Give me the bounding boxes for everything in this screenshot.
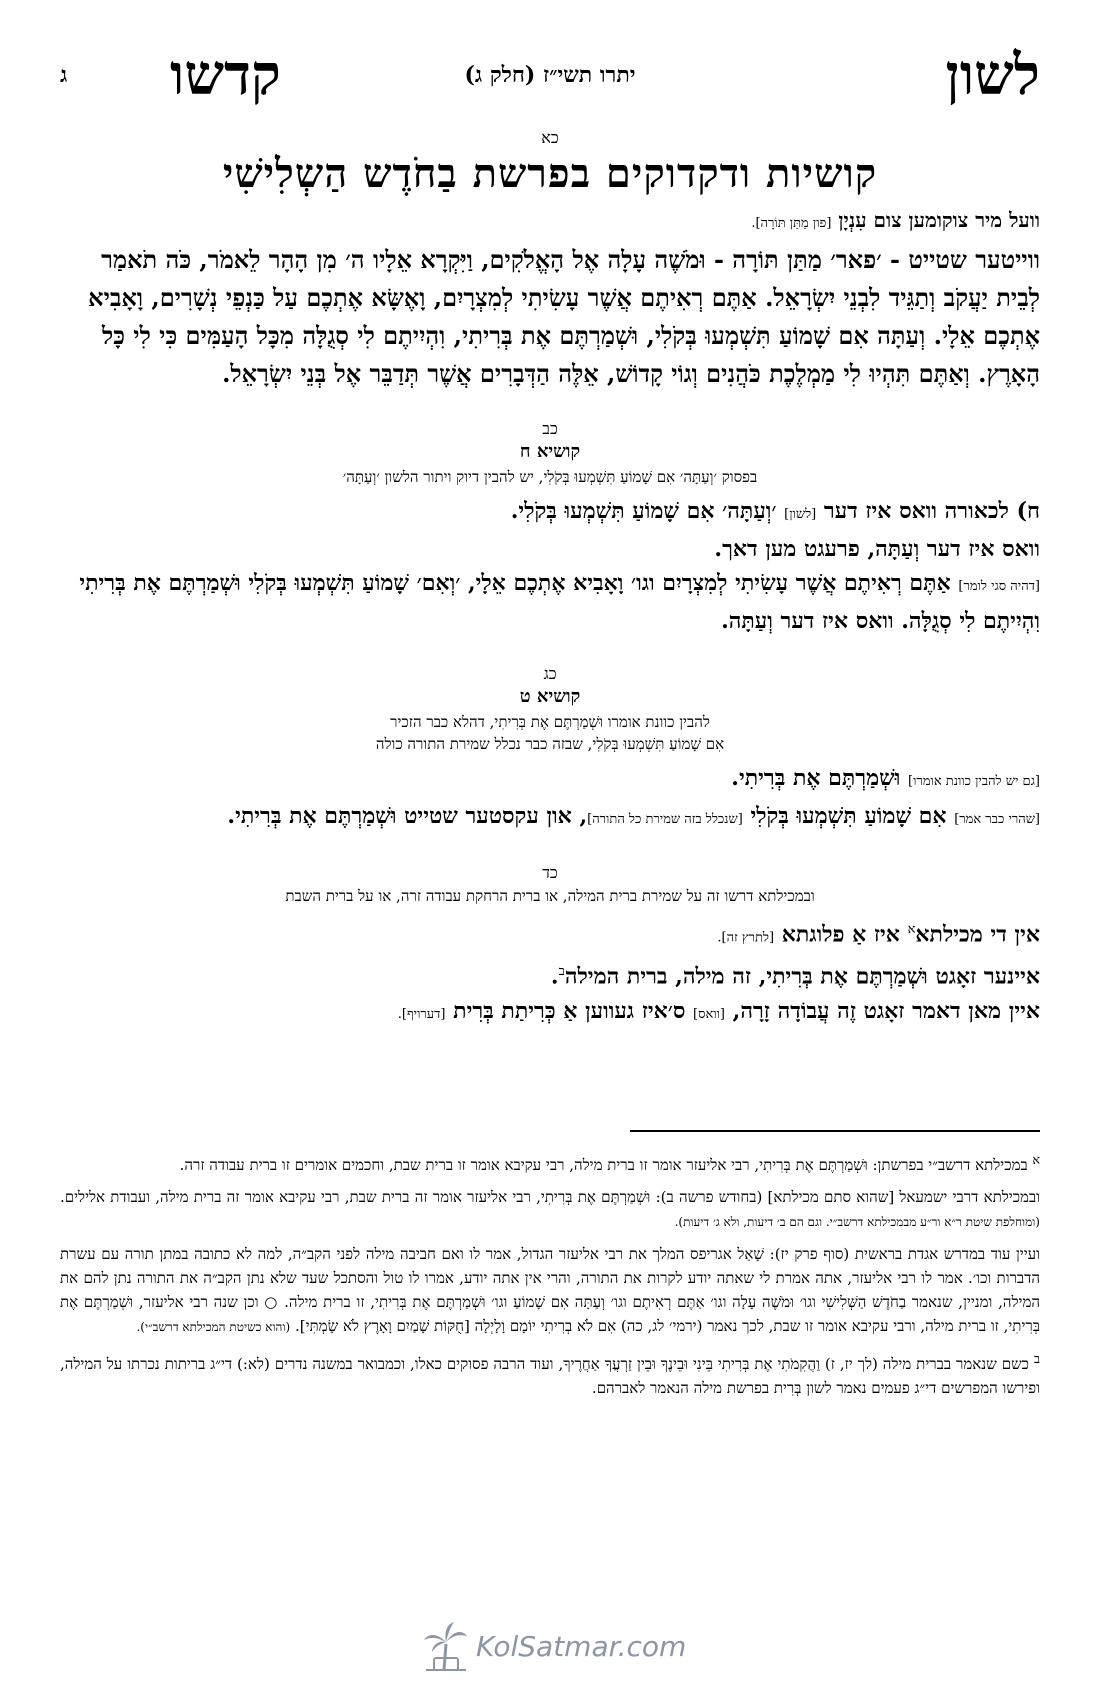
section-intro: ובמכילתא דרשו זה על שמירת ברית המילה, או ברית הרחקת עבודה זרה, או על ברית השבת xyxy=(285,887,815,905)
section-number: כב xyxy=(542,419,558,438)
line-text: , און עקסטער שטייט וּשְׁמַרְתֶּם אֶת בְּרִיתִי. xyxy=(227,803,588,829)
verse-paragraph: ווייטער שטייט - ׳פאר׳ מַתַּן תּוֹרָה - וּמֹשֶׁה עָלָה אֶל הָאֱלֹקִים, וַיִּקְרָא אֵלָיו ה׳ מִן הָהָר לֵאמֹר, כֹּה תֹאמַר לְבֵית יַעֲקֹב וְתַגֵּיד לִבְנֵי יִשְׂרָאֵל. אַתֶּם רְאִיתֶם אֲשֶׁר עָשִׂיתִי לְמִצְרָיִם, וָאֶשָּׂא אֶתְכֶם עַל כַּנְפֵי נְשָׁרִים, וָאָבִיא אֶתְכֶם אֵלָי. וְעַתָּה אִם שָׁמוֹעַ תִּשְׁמְעוּ בְּקֹלִי, וּשְׁמַרְתֶּם אֶת בְּרִיתִי, וִהְיִיתֶם לִי סְגֻלָּה מִכָּל הָעַמִּים כִּי לִי כָּל הָאָרֶץ. וְאַתֶּם תִּהְיוּ לִי מַמְלֶכֶת כֹּהֲנִים וְגוֹי קָדוֹשׁ, אֵלֶּה הַדְּבָרִים אֲשֶׁר תְּדַבֵּר אֶל בְּנֵי יִשְׂרָאֵל. xyxy=(88,245,1040,388)
line-text: איין מאן דאמר זאָגט זֶה עֲבוֹדָה זָרָה, xyxy=(732,997,1040,1024)
line-ref: [דהיה סגי לומר] xyxy=(958,579,1040,594)
line-text: אִם שָׁמוֹעַ תִּשְׁמְעוּ בְּקֹלִי xyxy=(750,803,947,829)
line-ref: [גם יש להבין כוונת אומרו] xyxy=(908,774,1040,789)
text-line xyxy=(60,799,1040,837)
footnote-mark[interactable]: א xyxy=(907,922,916,937)
section-title: קושיות ודקדוקים בפרשת בַחֹדֶש הַשְלִישִׁי xyxy=(222,150,878,197)
footnote-note: (ומוחלפת שיטת ר״א ור״ע מבמכילתא דרשב״י. וגם הם ב׳ דיעות, ולא ג׳ דיעות). xyxy=(674,1215,1040,1229)
section-number: כא xyxy=(541,128,559,147)
footnote xyxy=(60,1148,1040,1177)
page-header xyxy=(60,40,1040,110)
kushia-heading: קושיא ט xyxy=(519,686,581,707)
footnote-text: ועיין עוד במדרש אגדת בראשית (סוף פרק יז): שָׁאַל אגריפס המלך את רבי אליעזר הגדול, אמר לו ואם חביבה מילה לפני הקב״ה, למה לא כתובה במתן תורה עם עשרת הדברות וכו׳. אמר לו רבי אליעזר, אתה אמרת לי שאתה יודע לקרות את התורה, והרי אין אתה יודע, אמרו לו טול והסתכל שעד שלא נתן הקב״ה את התורה נתן להם את המילה, ומניין, שנאמר בַחֹדֶשׁ הַשְּׁלִישִׁי וגו׳ וּמֹשֶׁה עָלָה וגו׳ אַתֶּם רְאִיתֶם וגו׳ וְעַתָּה אִם שָׁמוֹעַ וגו׳ וּשְׁמַרְתֶּם אֶת בְּרִיתִי, זו ברית מילה. ○ וכן שנה רבי אליעזר, וּשְׁמַרְתֶּם אֶת בְּרִיתִי, זו ברית מילה, ורבי עקיבא אומר זו שבת, לכך נאמר (ירמי׳ לג, כה) אִם לֹא בְרִיתִי יוֹמָם וָלָיְלָה [חֻקּוֹת שָׁמַיִם וָאָרֶץ לֹא שָׂמְתִּי]. xyxy=(60,1245,1040,1335)
intro-line xyxy=(60,205,1040,239)
line-text: אַתֶּם רְאִיתֶם אֲשֶׁר עָשִׂיתִי לְמִצְרָיִם וגו׳ וָאָבִיא אֶתְכֶם אֵלָי, ׳וְאִם׳ שָׁמוֹעַ תִּשְׁמְעוּ בְּקֹלִי וּשְׁמַרְתֶּם אֶת בְּרִיתִי וִהְיִיתֶם לִי סְגֻלָּה. וואס איז דער וְעַתָּה. xyxy=(79,570,1040,634)
text-line xyxy=(60,566,1040,638)
text-line xyxy=(60,994,1040,1032)
text-line xyxy=(60,913,1040,955)
line-ref: [שנכלל בזה שמירת כל התורה] xyxy=(587,812,743,827)
line-text: וּשְׁמַרְתֶּם אֶת בְּרִיתִי. xyxy=(731,765,901,791)
line-text: איינער זאָגט וּשְׁמַרְתֶּם אֶת בְּרִיתִי, זה מילה, ברית המילה xyxy=(564,963,1040,990)
kushia-heading: קושיא ח xyxy=(519,441,581,462)
kolsatmar-watermark[interactable] xyxy=(420,1620,687,1676)
footnote-text: כשם שנאמר בברית מילה (לך יז, ז) וַהֲקִמֹתִי אֶת בְּרִיתִי בֵּינִי וּבֵינֶךָ וּבֵין זַרְעֲךָ אַחֲרֶיךָ, ועוד הרבה פסוקים כאלו, וכמבואר במשנה נדרים (לא:) די״ג בריתות נכרתו על המילה, ופירשו המפרשים די״ג פעמים נאמר לשון בְּרִית בפרשת מילה הנאמר לאברהם. xyxy=(60,1355,1040,1397)
footnote xyxy=(60,1185,1040,1234)
line-text: איז אַ פלוגתא xyxy=(781,921,900,948)
header-title-left: קדשו xyxy=(170,42,281,108)
kushia-intro: בפסוק ׳וְעַתָּה׳ אִם שָׁמוֹעַ תִּשְׁמְעוּ בְּקֹלִי, יש להבין דיוק ויתור הלשון ׳וְעַתָּה׳ xyxy=(342,468,758,486)
section-number: כד xyxy=(542,863,558,882)
line-ref: [וואס] xyxy=(693,1006,725,1022)
line-text: וואס איז דער וְעַתָּה, פרעגט מען דאך. xyxy=(714,536,1040,562)
watermark-text xyxy=(476,1630,686,1663)
footnote xyxy=(60,1242,1040,1339)
text-line xyxy=(60,494,1040,532)
header-title-right: לשון xyxy=(945,42,1040,108)
footnote-mark[interactable]: ב xyxy=(558,964,565,980)
palm-tree-icon xyxy=(420,1620,470,1672)
footnote xyxy=(60,1347,1040,1400)
line-ref: [דערויף]. xyxy=(397,1006,446,1022)
footnote-note: (והוא כשיטת המכילתא דרשב״י). xyxy=(136,1320,291,1334)
header-subtitle: יתרו תשי״ז (חלק ג) xyxy=(464,62,636,88)
footnote-divider xyxy=(630,1130,1040,1132)
line-text: ס׳איז געווען אַ כְּרִיתַת בְּרִית xyxy=(453,997,686,1024)
line-text: אין די מכילתא xyxy=(915,921,1040,948)
text-line xyxy=(60,761,1040,799)
text-line: איינער זאָגט וּשְׁמַרְתֶּם אֶת בְּרִיתִי, זה מילה, ברית המילה$^ב$. xyxy=(550,963,1040,990)
line-text: ח) לכאורה וואס איז דער xyxy=(823,498,1040,524)
footnote-text: ובמכילתא דרבי ישמעאל [שהוא סתם מכילתא] (בחודש פרשה ב): וּשְׁמַרְתֶּם אֶת בְּרִיתִי, רבי אליעזר אומר זה ברית שבת, רבי עקיבא אומר זה ברית מילה, ועבודת אלילים. xyxy=(60,1188,1040,1206)
intro-line-1: להבין כוונת אומרו וּשְׁמַרְתֶּם אֶת בְּרִיתִי, דהלא כבר הזכיר xyxy=(390,713,710,731)
footnote-text: במכילתא דרשב״י בפרשתן: וּשְׁמַרְתֶּם אֶת בְּרִיתִי, רבי אליעזר אומר זו ברית מילה, רבי עקיבא אומר זו ברית שבת, וחכמים אומרים זו ברית עבודה זרה. xyxy=(179,1156,1028,1174)
intro-ref: [פון מַתַּן תּוֹרָה]. xyxy=(751,216,832,231)
section-number: כג xyxy=(543,664,557,683)
footnotes xyxy=(60,1148,1040,1408)
line-text: ׳וְעַתָּה׳ אִם שָׁמוֹעַ תִּשְׁמְעוּ בְּקֹלִי. xyxy=(510,498,777,524)
line-ref: [לתרץ זה]. xyxy=(717,930,775,946)
intro-text: וועל מיר צוקומען צום עִנְיָן xyxy=(838,208,1040,232)
footnote-mark: א xyxy=(1032,1152,1040,1167)
main-content xyxy=(60,120,1040,1032)
line-ref: [לשון] xyxy=(784,507,817,522)
kushia-intro xyxy=(60,711,1040,755)
page-number: ג xyxy=(60,62,68,88)
text-line xyxy=(60,532,1040,566)
intro-line-2: אִם שָׁמוֹעַ תִּשְׁמְעוּ בְּקֹלִי, שבזה כבר נכלל שמירת התורה כולה xyxy=(375,735,725,753)
watermark-suffix: .com xyxy=(617,1630,687,1663)
watermark-brand: KolSatmar xyxy=(476,1630,618,1663)
footnote-mark: ב xyxy=(1033,1351,1040,1366)
line-ref: [שהרי כבר אמר] xyxy=(954,812,1040,827)
